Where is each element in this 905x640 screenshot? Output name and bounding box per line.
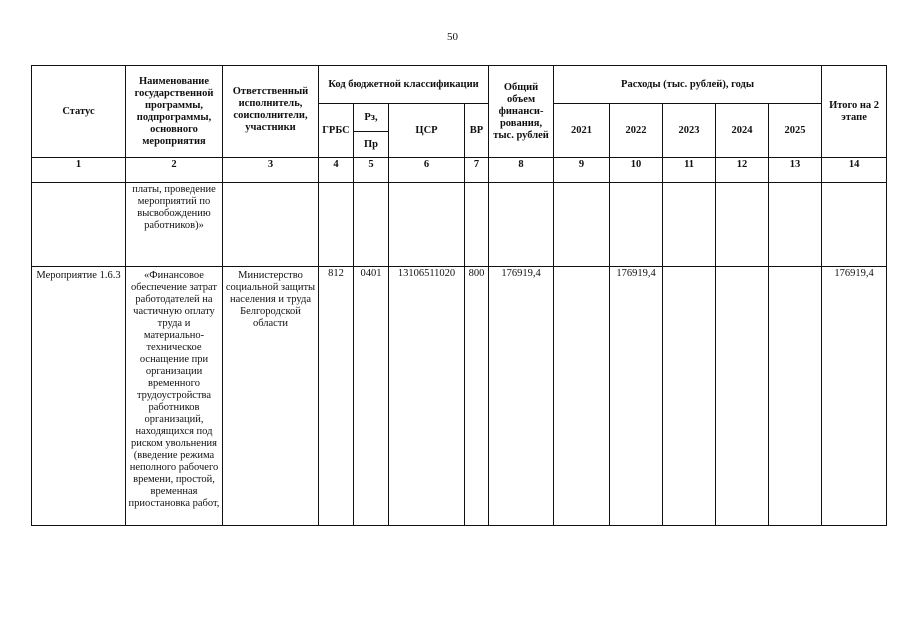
row-csr [389,183,465,267]
header-year-2023: 2023 [663,104,716,158]
header-vr: ВР [465,104,489,158]
row-total [489,183,554,267]
row-name: платы, проведение мероприятий по высвобождению работников)» [126,183,223,267]
row-status: Мероприятие 1.6.3 [32,267,126,526]
row-responsible: Министерство социальной защиты населения и труда Белгородской области [223,267,319,526]
row-2021 [554,183,610,267]
header-year-2025: 2025 [769,104,822,158]
header-status: Статус [32,66,126,158]
row-vr [465,183,489,267]
row-rzpr [354,183,389,267]
column-number: 4 [319,158,354,183]
header-rz: Рз, [354,104,389,132]
column-number: 14 [822,158,887,183]
header-total-volume: Общий объем финанси-рования, тыс. рублей [489,66,554,158]
row-stage-total: 176919,4 [822,267,887,526]
column-number: 6 [389,158,465,183]
row-2024 [716,267,769,526]
column-number: 5 [354,158,389,183]
column-number: 8 [489,158,554,183]
row-name: «Финансовое обеспечение затрат работодателей на частичную оплату труда и материально-техническое оснащение при организации временного трудоустройства работников организаций, находящихся под риском увольнения (введение режима неполного рабочего времени, простой, временная приостановка работ, [126,267,223,526]
column-number: 9 [554,158,610,183]
row-2022: 176919,4 [610,267,663,526]
header-responsible: Ответственный исполнитель, соисполнители, участники [223,66,319,158]
column-number: 3 [223,158,319,183]
column-number: 2 [126,158,223,183]
row-status [32,183,126,267]
row-2023 [663,267,716,526]
header-year-2024: 2024 [716,104,769,158]
page-number: 50 [447,31,458,43]
column-number-row [32,158,887,183]
header-year-2022: 2022 [610,104,663,158]
row-2024 [716,183,769,267]
header-grbs: ГРБС [319,104,354,158]
column-number: 11 [663,158,716,183]
row-2023 [663,183,716,267]
row-grbs [319,183,354,267]
header-pr: Пр [354,132,389,158]
row-2025 [769,183,822,267]
header-csr: ЦСР [389,104,465,158]
header-expenses: Расходы (тыс. рублей), годы [554,66,822,104]
column-number: 12 [716,158,769,183]
row-rzpr: 0401 [354,267,389,526]
header-budget-code: Код бюджетной классификации [319,66,489,104]
column-number: 1 [32,158,126,183]
table-row [32,267,887,526]
row-grbs: 812 [319,267,354,526]
row-2025 [769,267,822,526]
row-2021 [554,267,610,526]
header-year-2021: 2021 [554,104,610,158]
row-stage-total [822,183,887,267]
row-2022 [610,183,663,267]
row-csr: 13106511020 [389,267,465,526]
row-total: 176919,4 [489,267,554,526]
header-program-name: Наименование государственной программы, подпрограммы, основного мероприятия [126,66,223,158]
budget-table [31,65,887,526]
row-responsible [223,183,319,267]
header-total-stage2: Итого на 2 этапе [822,66,887,158]
row-vr: 800 [465,267,489,526]
column-number: 7 [465,158,489,183]
table-row [32,183,887,267]
column-number: 10 [610,158,663,183]
column-number: 13 [769,158,822,183]
